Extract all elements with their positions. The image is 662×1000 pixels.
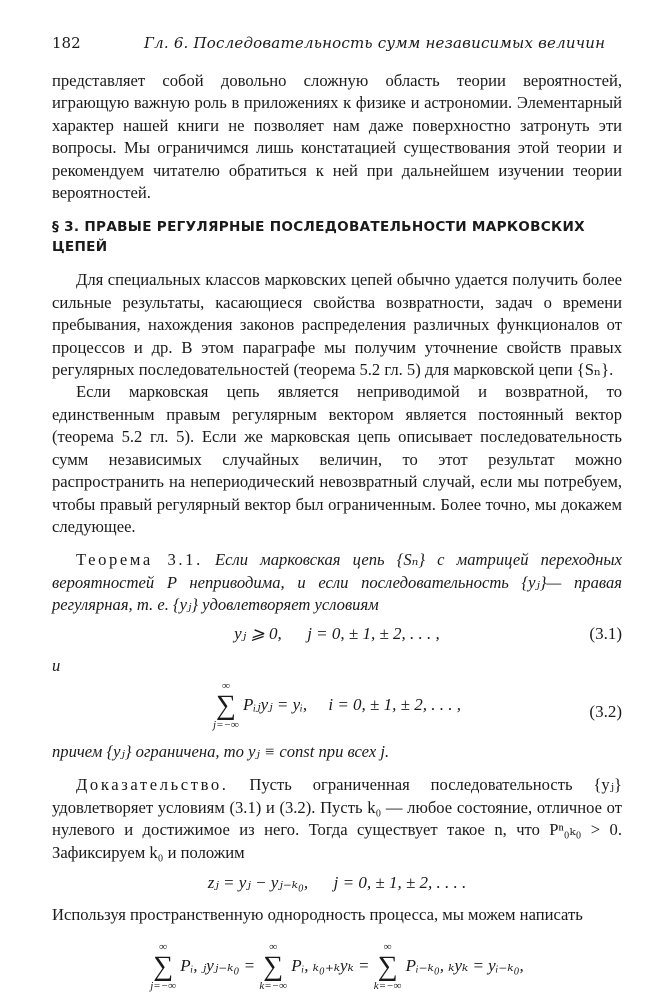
equation-3-1 [52,623,622,653]
term2-sum-top: ∞ [269,941,278,954]
sigma-symbol: ∑ [263,951,284,983]
eq1-number: (3.1) [589,623,622,643]
equation-z-definition [52,868,622,900]
equation-homogeneity [52,932,622,1000]
theorem-conclusion: причем {yⱼ} ограничена, то yⱼ ≡ const при всех j. [52,741,390,761]
eq2-number: (3.2) [589,701,622,721]
eq2-sum-bottom: j=−∞ [213,718,239,731]
term1-body: Pᵢ, ⱼyⱼ₋ₖ₀ = [180,956,256,976]
equation-3-2 [52,673,622,737]
eqz-rhs: j = 0, ± 1, ± 2, . . . . [333,872,467,892]
sigma-symbol: ∑ [153,951,174,983]
running-header [52,34,622,56]
term3-sum-bottom: k=−∞ [373,980,402,993]
sigma-symbol: ∑ [377,951,398,983]
term2-sum [259,942,287,992]
eq2-sum [213,681,239,731]
page-number: 182 [52,34,81,52]
proof-label: Доказательство. [76,775,229,795]
intro-paragraph: представляет собой довольно сложную область теории вероятностей, играющую важную роль в приложениях к физике и астрономии. Элементарный характер нашей книги не позволяет нам даже поверхностно затронуть эти вопросы. Мы ограничимся лишь констатацией существования этой теории и рекомендуем читателю обратиться к ней при дальнейшем изучении теории вероятностей. [52,71,622,203]
eq2-rhs: i = 0, ± 1, ± 2, . . . , [328,694,461,714]
and-word: и [52,655,61,675]
theorem-label: Теорема 3.1. [76,550,203,570]
eqz-lhs: zⱼ = yⱼ − yⱼ₋ₖ₀, [207,872,309,892]
paragraph-2: Если марковская цепь является неприводимой и возвратной, то единственным правым регулярным вектором является постоянный вектор (теорема 5.2 гл. 5). Если же марковская цепь описывает последовательность сумм независимых случайных величин, то этот результат можно распространить на непериодический невозвратный случай, если мы потребуем, чтобы правый регулярный вектор был ограниченным. Более точно, мы докажем следующее. [52,382,622,536]
paragraph-1: Для специальных классов марковских цепей обычно удается получить более сильные результаты, касающиеся свойства возвратности, задач о времени пребывания, нахождения законов распределения различных функционалов от процессов и др. В этом параграфе мы получим уточнение свойств правых регулярных последовательностей (теорема 5.2 гл. 5) для марковской цепи {Sₙ}. [52,270,622,380]
term3-body: Pᵢ₋ₖ₀, ₖyₖ = yᵢ₋ₖ₀, [405,956,524,976]
section-title: § 3. ПРАВЫЕ РЕГУЛЯРНЫЕ ПОСЛЕДОВАТЕЛЬНОСТИ МАРКОВСКИХ ЦЕПЕЙ [52,219,585,256]
sigma-symbol: ∑ [215,689,236,721]
page-body [52,70,622,1000]
paragraph-after: Используя пространственную однородность процесса, мы можем написать [52,904,583,924]
eq1-lhs: yⱼ ⩾ 0, [234,623,282,643]
eq2-sum-top: ∞ [221,679,230,692]
eq1-rhs: j = 0, ± 1, ± 2, . . . , [307,623,440,643]
term2-sum-bottom: k=−∞ [259,980,287,993]
eq2-body: Pᵢⱼyⱼ = yᵢ, [243,694,308,714]
proof-paragraph [52,774,622,864]
theorem-statement [52,549,622,616]
term1-sum-bottom: j=−∞ [150,980,176,993]
term1-sum-top: ∞ [159,941,168,954]
term3-sum [374,942,402,992]
term2-body: Pᵢ, ₖ₀₊ₖyₖ = [291,956,370,976]
term1-sum [150,942,176,992]
running-title: Гл. 6. Последовательность сумм независимых величин [144,34,606,52]
proof-text: Пусть ограниченная последовательность {yⱼ} удовлетворяет условиям (3.1) и (3.2). Пусть k₀ — любое состояние, отличное от нулевого и достижимое из него. Тогда существует такое n, что Pⁿ₀ₖ₀ > 0. Зафиксируем k₀ и положим [52,775,622,862]
term3-sum-top: ∞ [383,941,392,954]
theorem-text: Если марковская цепь {Sₙ} с матрицей переходных вероятностей P неприводима, и если последовательность {yⱼ}— правая регулярная, т. е. {yⱼ} удовлетворяет условиям [52,550,622,615]
